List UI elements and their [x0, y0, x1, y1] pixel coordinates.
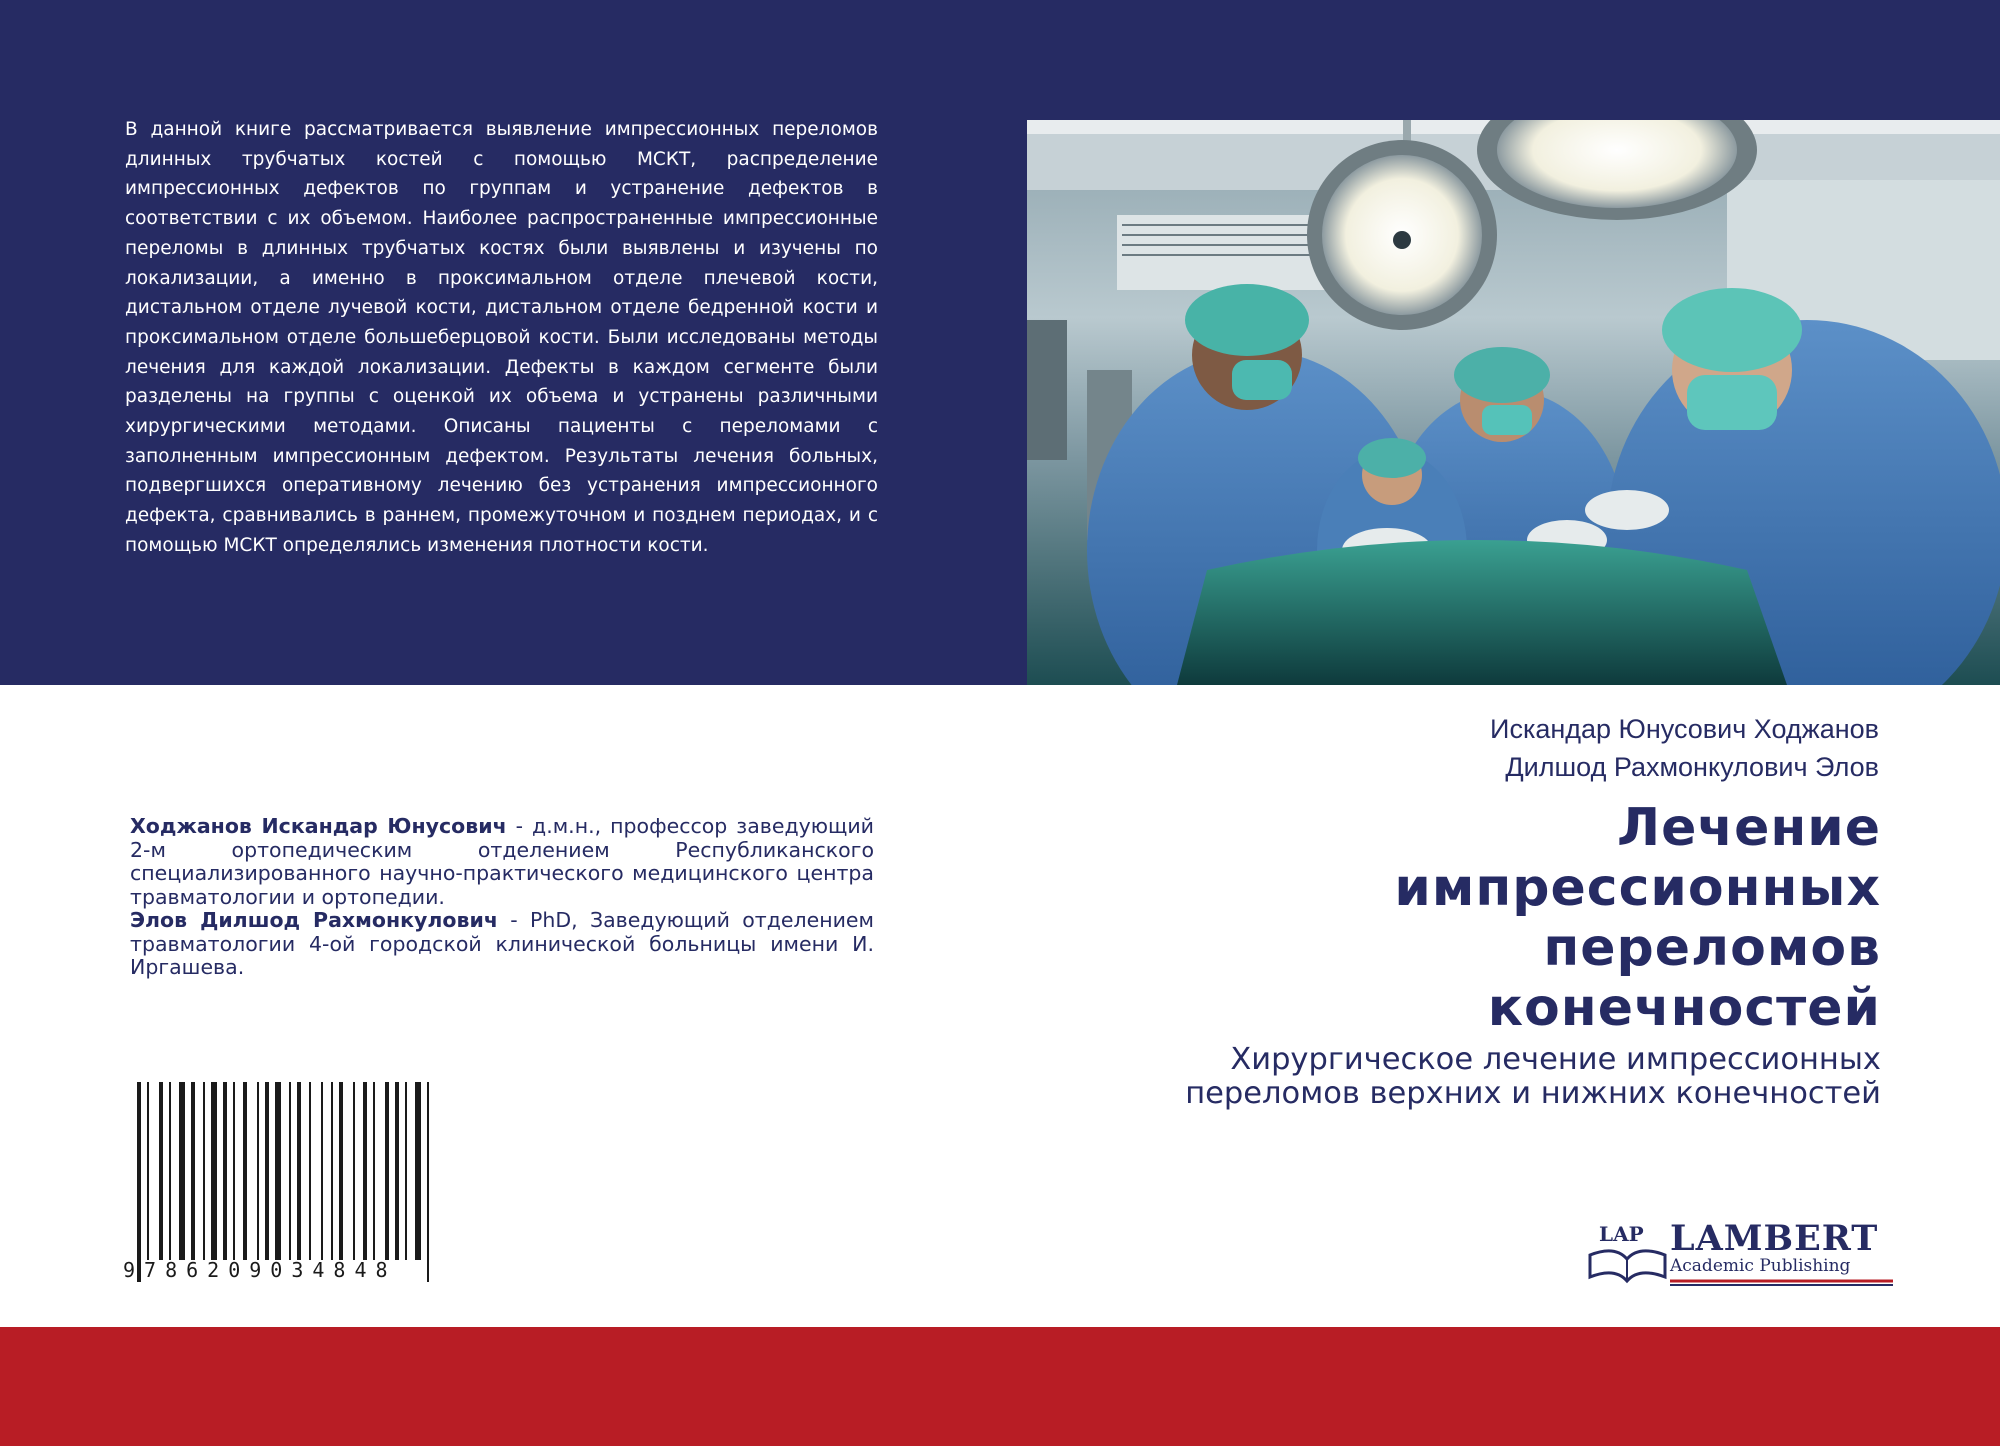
- logo-mark: LAP: [1599, 1222, 1644, 1246]
- barcode-bar: [405, 1082, 407, 1260]
- book-title: [1394, 798, 1881, 1038]
- bottom-red-band: [0, 1327, 2000, 1446]
- barcode-bar: [385, 1082, 389, 1260]
- barcode-bar: [147, 1082, 149, 1260]
- subtitle-line: Хирургическое лечение импрессионных: [1230, 1042, 1881, 1077]
- barcode-bar: [297, 1082, 301, 1260]
- book-subtitle: [1185, 1043, 1881, 1111]
- barcode-bar: [427, 1082, 429, 1282]
- barcode-bar: [203, 1082, 205, 1260]
- barcode-bar: [223, 1082, 227, 1260]
- bio-2-text: - PhD, Заведующий отделением травматологии 4-ой городской клинической больницы имени И. Иргашева.: [130, 908, 875, 979]
- bio-1-name: Ходжанов Искандар Юнусович: [130, 814, 507, 838]
- front-authors: [1490, 710, 1879, 786]
- barcode-bar: [395, 1082, 399, 1260]
- publisher-name: LAMBERT: [1670, 1218, 1879, 1259]
- publisher-tagline: Academic Publishing: [1670, 1256, 1851, 1276]
- barcode-icon: [123, 1082, 453, 1282]
- barcode-bar: [373, 1082, 375, 1260]
- barcode-bar: [289, 1082, 291, 1260]
- title-line: импрессионных: [1394, 858, 1881, 918]
- barcode-bar: [275, 1082, 281, 1260]
- barcode-bar: [179, 1082, 185, 1260]
- barcode-bar: [265, 1082, 269, 1260]
- barcode-bar: [169, 1082, 171, 1260]
- barcode-bar: [339, 1082, 343, 1260]
- author-bios: [130, 815, 874, 980]
- bio-1-text: - д.м.н., профессор заведующий 2-м ортопедическим отделением Республиканского специализированного научно-практического медицинского центра травматологии и ортопедии.: [130, 814, 874, 909]
- barcode-digits: 9786209034848: [123, 1258, 397, 1282]
- open-book-icon: [1590, 1251, 1665, 1281]
- bio-2-name: Элов Дилшод Рахмонкулович: [130, 908, 498, 932]
- subtitle-line: переломов верхних и нижних конечностей: [1185, 1076, 1881, 1111]
- barcode-bar: [353, 1082, 355, 1260]
- barcode-bar: [363, 1082, 367, 1260]
- barcode-bar: [243, 1082, 247, 1260]
- author-2: Дилшод Рахмонкулович Элов: [1505, 752, 1879, 782]
- back-cover-blurb: В данной книге рассматривается выявление импрессионных переломов длинных трубчатых костей с помощью МСКТ, распределение импрессионных дефектов по группам и устранение дефектов в соответствии с их объемом. Наиболее распространенные импрессионные переломы в длинных трубчатых костях были выявлены и изучены по локализации, а именно в проксимальном отделе плечевой кости, дистальном отделе лучевой кости, дистальном отделе бедренной кости и проксимальном отделе большеберцовой кости. Были исследованы методы лечения для каждой локализации. Дефекты в каждом сегменте были разделены на группы с оценкой их объема и устранены различными хирургическими методами. Описаны пациенты с переломами с заполненным импрессионным дефектом. Результаты лечения больных, подвергшихся оперативному лечению без устранения импрессионного дефекта, сравнивались в раннем, промежуточном и позднем периодах, и с помощью МСКТ определялись изменения плотности кости.: [125, 119, 878, 556]
- barcode-bar: [211, 1082, 217, 1260]
- author-1: Искандар Юнусович Ходжанов: [1490, 714, 1879, 744]
- bio-2: [130, 909, 874, 980]
- barcode-bar: [137, 1082, 141, 1282]
- barcode-bar: [415, 1082, 421, 1260]
- title-line: Лечение: [1616, 798, 1881, 858]
- barcode-bar: [331, 1082, 333, 1260]
- barcode-bar: [309, 1082, 311, 1260]
- bio-1: [130, 815, 874, 909]
- barcode-bar: [191, 1082, 195, 1260]
- barcode-bar: [321, 1082, 323, 1260]
- barcode-bar: [257, 1082, 259, 1260]
- barcode-bar: [159, 1082, 163, 1260]
- title-line: конечностей: [1487, 978, 1881, 1038]
- barcode-bar: [233, 1082, 235, 1260]
- title-line: переломов: [1543, 918, 1881, 978]
- surgery-photo: [1027, 120, 2000, 685]
